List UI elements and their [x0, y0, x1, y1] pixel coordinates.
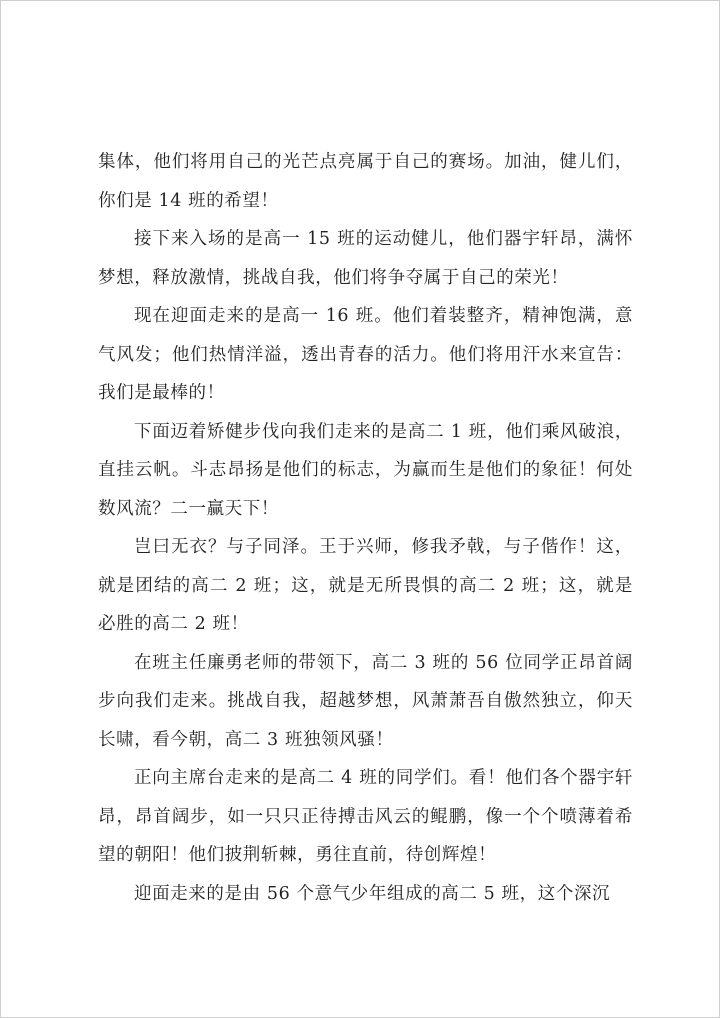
paragraph-grade2-class-3: 在班主任廉勇老师的带领下，高二 3 班的 56 位同学正昂首阔步向我们走来。挑战自我，超越梦想，风萧萧吾自傲然独立，仰天长啸，看今朝，高二 3 班独领风骚！ [98, 652, 633, 750]
paragraph-class-16: 现在迎面走来的是高一 16 班。他们着装整齐，精神饱满，意气风发；他们热情洋溢，透出青春的活力。他们将用汗水来宣告：我们是最棒的！ [98, 306, 633, 403]
paragraph-class-15: 接下来入场的是高一 15 班的运动健儿，他们器宇轩昂，满怀梦想，释放激情，挑战自我，他们将争夺属于自己的荣光！ [98, 229, 633, 288]
document-body [98, 143, 633, 913]
paragraph-grade2-class-2: 岂曰无衣？与子同泽。王于兴师，修我矛戟，与子偕作！这，就是团结的高二 2 班；这，就是无所畏惧的高二 2 班；这，就是必胜的高二 2 班！ [98, 537, 633, 634]
paragraph-grade2-class-1: 下面迈着矫健步伐向我们走来的是高二 1 班，他们乘风破浪，直挂云帆。斗志昂扬是他们的标志，为赢而生是他们的象征！何处数风流？二一赢天下！ [98, 421, 633, 519]
paragraph-grade2-class-4: 正向主席台走来的是高二 4 班的同学们。看！他们各个器宇轩昂，昂首阔步，如一只只正待搏击风云的鲲鹏，像一个个喷薄着希望的朝阳！他们披荆斩棘，勇往直前，待创辉煌！ [98, 768, 633, 865]
paragraph-continuation: 集体，他们将用自己的光芒点亮属于自己的赛场。加油，健儿们，你们是 14 班的希望！ [98, 152, 633, 211]
paragraph-grade2-class-5: 迎面走来的是由 56 个意气少年组成的高二 5 班，这个深沉 [134, 883, 611, 904]
